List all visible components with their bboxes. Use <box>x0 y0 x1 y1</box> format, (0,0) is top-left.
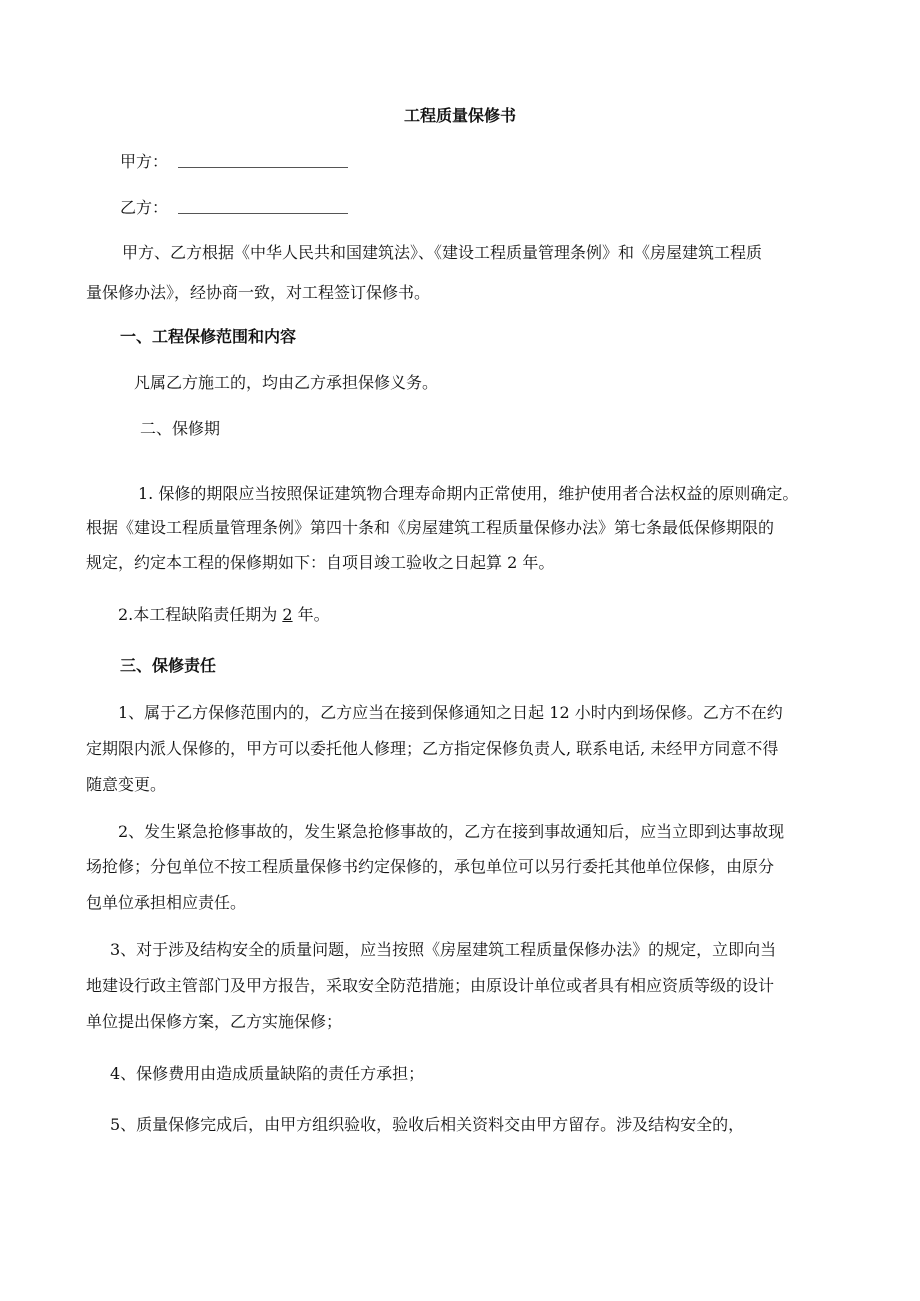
section-3-item-3-line-1: 3、对于涉及结构安全的质量问题，应当按照《房屋建筑工程质量保修办法》的规定，立即向当 <box>110 940 777 959</box>
intro-line-2: 量保修办法》，经协商一致，对工程签订保修书。 <box>86 283 431 302</box>
defect-period-value: 2 <box>282 605 293 624</box>
document-title: 工程质量保修书 <box>403 106 516 125</box>
section-3-item-2-line-1: 2、发生紧急抢修事故的，发生紧急抢修事故的，乙方在接到事故通知后，应当立即到达事故现 <box>118 822 785 841</box>
section-3-item-2-line-2: 场抢修；分包单位不按工程质量保修书约定保修的，承包单位可以另行委托其他单位保修，由原分 <box>86 857 775 876</box>
section-2-item-1-line-1: 1. 保修的期限应当按照保证建筑物合理寿命期内正常使用，维护使用者合法权益的原则确定。 <box>138 484 799 503</box>
item-2-suffix: 年。 <box>292 605 330 624</box>
section-3-heading: 三、保修责任 <box>120 656 217 675</box>
item-2-prefix: 2.本工程缺陷责任期为 <box>118 605 283 624</box>
section-1-text: 凡属乙方施工的，均由乙方承担保修义务。 <box>134 373 439 392</box>
section-2-item-2 <box>118 605 330 625</box>
party-a-label: 甲方： <box>120 152 169 171</box>
intro-line-1: 甲方、乙方根据《中华人民共和国建筑法》、《建设工程质量管理条例》和《房屋建筑工程质 <box>122 243 763 262</box>
party-b-label: 乙方： <box>120 198 169 217</box>
section-2-item-1-line-2: 根据《建设工程质量管理条例》第四十条和《房屋建筑工程质量保修办法》第七条最低保修期限的 <box>86 518 775 537</box>
section-2-item-1-line-3: 规定，约定本工程的保修期如下：自项目竣工验收之日起算 2 年。 <box>86 553 555 572</box>
section-3-item-5: 5、质量保修完成后，由甲方组织验收，验收后相关资料交由甲方留存。涉及结构安全的， <box>110 1115 745 1134</box>
section-3-item-4: 4、保修费用由造成质量缺陷的责任方承担； <box>110 1064 425 1083</box>
section-3-item-1-line-2: 定期限内派人保修的，甲方可以委托他人修理；乙方指定保修负责人, 联系电话, 未经甲方同意不得 <box>86 739 779 758</box>
section-1-heading: 一、工程保修范围和内容 <box>120 327 297 346</box>
section-3-item-2-line-3: 包单位承担相应责任。 <box>86 893 247 912</box>
party-a-blank-line <box>178 167 348 168</box>
section-3-item-1-line-1: 1、属于乙方保修范围内的，乙方应当在接到保修通知之日起 12 小时内到场保修。乙方不在约 <box>118 703 783 722</box>
section-3-item-3-line-3: 单位提出保修方案，乙方实施保修； <box>86 1012 343 1031</box>
section-3-item-3-line-2: 地建设行政主管部门及甲方报告，采取安全防范措施；由原设计单位或者具有相应资质等级的设计 <box>86 976 775 995</box>
party-b-blank-line <box>178 213 348 214</box>
section-2-heading: 二、保修期 <box>140 419 221 438</box>
section-3-item-1-line-3: 随意变更。 <box>86 775 167 794</box>
